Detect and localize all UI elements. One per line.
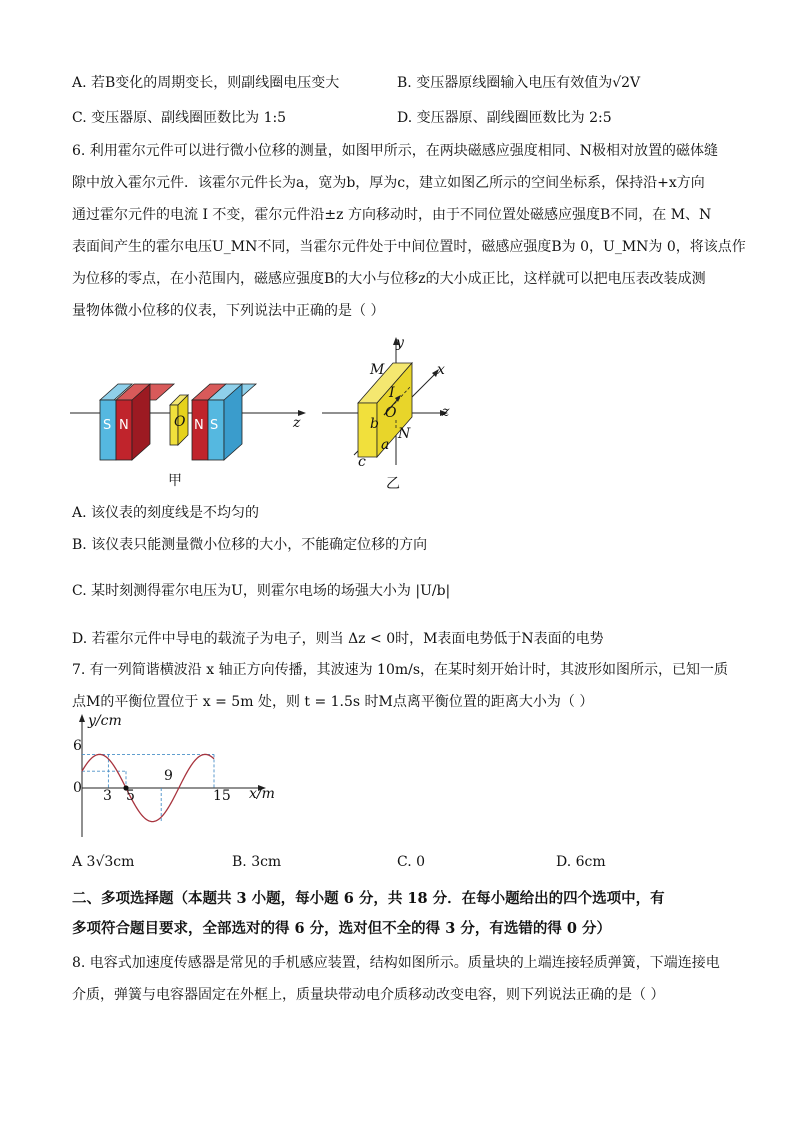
q5-option-c: C. 变压器原、副线圈匝数比为 1:5 [72, 110, 287, 126]
graph-xlabel: x/m [249, 786, 275, 802]
fig-yi-label-b: b [370, 416, 379, 432]
fig-yi-label-o: O [385, 405, 397, 421]
fig-jia-label-n2: N [194, 418, 204, 433]
q6-option-b: B. 该仪表只能测量微小位移的大小，不能确定位移的方向 [72, 537, 428, 553]
graph-tick-y-6: 6 [73, 738, 82, 754]
q7-option-a: A 3√3cm [72, 854, 135, 870]
fig-yi-caption: 乙 [386, 476, 400, 492]
q8-stem-line-2: 介质，弹簧与电容器固定在外框上，质量块带动电介质移动改变电容，则下列说法正确的是（ ） [72, 987, 665, 1003]
fig-yi-label-a: a [381, 437, 390, 453]
fig-yi-label-x: x [437, 362, 445, 378]
q5-option-b: B. 变压器原线圈输入电压有效值为√2V [397, 75, 641, 91]
fig-yi-label-y: y [396, 335, 404, 351]
section-2-heading-line-1: 二、多项选择题（本题共 3 小题，每小题 6 分，共 18 分．在每小题给出的四个选项中，有 [72, 890, 665, 907]
q6-stem-line-5: 为位移的零点，在小范围内，磁感应强度B的大小与位移z的大小成正比，这样就可以把电压表改装成测 [72, 271, 706, 287]
fig-jia-label-n1: N [119, 418, 129, 433]
graph-tick-x-15: 15 [213, 788, 231, 804]
q6-stem-line-2: 隙中放入霍尔元件．该霍尔元件长为a，宽为b，厚为c，建立如图乙所示的空间坐标系，保持沿+x方向 [72, 175, 705, 191]
q6-option-d: D. 若霍尔元件中导电的载流子为电子，则当 Δz < 0时，M表面电势低于N表面的电势 [72, 631, 604, 647]
q7-option-b: B. 3cm [232, 854, 282, 870]
q8-stem-line-1: 8. 电容式加速度传感器是常见的手机感应装置，结构如图所示。质量块的上端连接轻质弹簧，下端连接电 [72, 955, 720, 971]
wave-graph [60, 712, 290, 842]
q7-stem-line-2: 点M的平衡位置位于 x = 5m 处，则 t = 1.5s 时M点离平衡位置的距离大小为（ ） [72, 694, 594, 710]
q5-option-d: D. 变压器原、副线圈匝数比为 2:5 [397, 110, 612, 126]
q6-stem-line-1: 6. 利用霍尔元件可以进行微小位移的测量，如图甲所示，在两块磁感应强度相同、N极相对放置的磁体缝 [72, 143, 719, 159]
q7-option-d: D. 6cm [556, 854, 606, 870]
fig-jia-label-z: z [293, 415, 301, 431]
graph-tick-x-9: 9 [164, 768, 173, 784]
fig-yi-label-i: I [389, 385, 395, 401]
fig-jia-label-s2: S [210, 418, 219, 433]
graph-tick-x-3: 3 [103, 788, 112, 804]
fig-jia-label-o: O [174, 414, 186, 430]
fig-yi-label-z: z [442, 404, 450, 420]
q7-option-c: C. 0 [397, 854, 426, 870]
q6-option-a: A. 该仪表的刻度线是不均匀的 [72, 505, 260, 521]
q6-stem-line-6: 量物体微小位移的仪表，下列说法中正确的是（ ） [72, 303, 385, 319]
fig-jia-caption: 甲 [168, 473, 182, 489]
fig-yi-label-n: N [398, 426, 411, 442]
fig-yi-label-m: M [370, 362, 385, 378]
graph-origin: 0 [73, 780, 82, 796]
q6-stem-line-3: 通过霍尔元件的电流 I 不变，霍尔元件沿±z 方向移动时，由于不同位置处磁感应强度B不同，在 M、N [72, 207, 712, 223]
q6-option-c: C. 某时刻测得霍尔电压为U，则霍尔电场的场强大小为 |U/b| [72, 583, 451, 599]
q5-option-a: A. 若B变化的周期变长，则副线圈电压变大 [72, 75, 340, 91]
q7-stem-line-1: 7. 有一列简谐横波沿 x 轴正方向传播，其波速为 10m/s，在某时刻开始计时，其波形如图所示，已知一质 [72, 662, 729, 678]
section-2-heading-line-2: 多项符合题目要求，全部选对的得 6 分，选对但不全的得 3 分，有选错的得 0 分） [72, 920, 612, 937]
graph-ylabel: y/cm [88, 713, 122, 729]
fig-yi-label-c: c [358, 454, 366, 470]
graph-tick-x-5: 5 [126, 788, 135, 804]
fig-jia-label-s1: S [103, 418, 112, 433]
q6-stem-line-4: 表面间产生的霍尔电压U_MN不同，当霍尔元件处于中间位置时，磁感应强度B为 0，U_MN为 0，将该点作 [72, 239, 746, 255]
